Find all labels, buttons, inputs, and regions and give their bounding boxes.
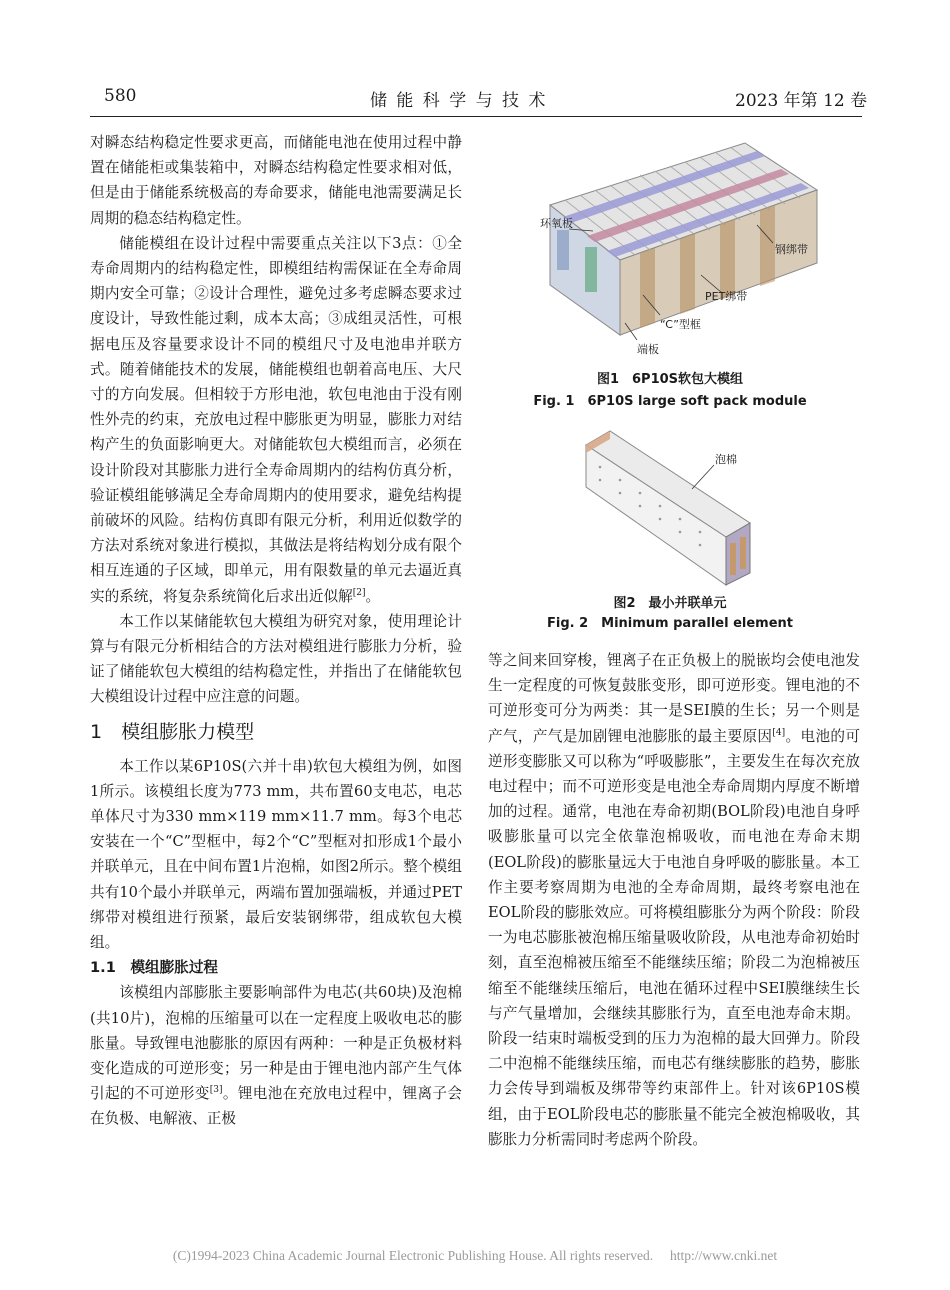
volume-info: 2023 年第 12 卷	[735, 91, 868, 111]
citation[interactable]: [3]	[209, 1085, 223, 1096]
figure-2-caption-cn: 图2 最小并联单元	[613, 596, 727, 611]
label-end-plate: 端板	[637, 343, 659, 356]
citation[interactable]: [2]	[352, 587, 366, 598]
paragraph	[90, 980, 462, 1131]
copyright-footer: (C)1994-2023 China Academic Journal Electronic Publishing House. All rights reserved. http://www.cnki.net	[172, 1248, 778, 1263]
paragraph-text: 该模组内部膨胀主要影响部件为电芯(共60块)及泡棉(共10片)，泡棉的压缩量可以在一定程度上吸收电芯的膨胀量。导致锂电池膨胀的原因有两种：一种是正负极材料变化造成的可逆形变；另一种是由于锂电池内部产生气体引起的不可逆形变	[90, 984, 462, 1103]
paragraph: 本工作以某储能软包大模组为研究对象，使用理论计算与有限元分析相结合的方法对模组进行膨胀力分析，验证了储能软包大模组的结构稳定性，并指出了在储能软包大模组设计过程中应注意的问题。	[90, 612, 462, 706]
figure-2-caption-en: Fig. 2 Minimum parallel element	[546, 616, 794, 631]
paragraph	[90, 231, 462, 609]
label-steel-strap: 钢绑带	[775, 243, 808, 256]
parallel-element-illustration	[580, 425, 780, 590]
figure-2	[580, 425, 780, 590]
journal-title: 储 能 科 学 与 技 术	[370, 91, 548, 111]
paragraph-text: 储能模组在设计过程中需要重点关注以下3点：①全寿命周期内的结构稳定性，即模组结构需保证在全寿命周期内安全可靠；②设计合理性，避免过多考虑瞬态要求过度设计，导致性能过剩，成本太高；③成组灵活性，可根据电压及容量要求设计不同的模组尺寸及电池串并联方式。随着储能技术的发展，储能模组也朝着高电压、大尺寸的方向发展。但相较于方形电池，软包电池由于没有刚性外壳的约束，充放电过程中膨胀更为明显，膨胀力对结构产生的负面影响更大。对储能软包大模组而言，必须在设计阶段对其膨胀力进行全寿命周期内的结构仿真分析，验证模组能够满足全寿命周期内的使用要求，避免结构提前破坏的风险。结构仿真即有限元分析，利用近似数学的方法对系统对象进行模拟，其做法是将结构划分成有限个相互连通的子区域，即单元，用有限数量的单元去逼近真实的系统，将复杂系统简化后求出近似解	[90, 234, 462, 605]
header-rule	[90, 116, 862, 117]
right-column	[488, 648, 860, 1152]
figure-1	[525, 135, 825, 365]
punct: 。	[365, 587, 381, 605]
subsection-heading: 1.1 模组膨胀过程	[90, 959, 219, 977]
label-epoxy-board: 环氧板	[540, 217, 573, 230]
module-illustration	[525, 135, 825, 365]
paragraph-text: 。锂电池在充放电过程中，锂离子会在负极、电解液、正极	[90, 1085, 462, 1128]
paragraph	[488, 648, 860, 1152]
paragraph: 对瞬态结构稳定性要求更高，而储能电池在使用过程中静置在储能柜或集装箱中，对瞬态结构稳定性要求相对低，但是由于储能系统极高的寿命要求，储能电池需要满足长周期的稳态结构稳定性。	[90, 134, 462, 227]
page-number: 580	[104, 86, 137, 106]
section-heading: 1 模组膨胀力模型	[90, 720, 255, 743]
citation[interactable]: [4]	[772, 727, 786, 738]
paragraph-text: 等之间来回穿梭，锂离子在正负极上的脱嵌均会使电池发生一定程度的可恢复鼓胀变形，即可逆形变。锂电池的不可逆形变可分为两类：其一是SEI膜的生长；另一个则是产气，产气是加剧锂电池膨胀的最主要原因	[488, 652, 860, 745]
paragraph: 本工作以某6P10S(六并十串)软包大模组为例，如图1所示。该模组长度为773 mm，共布置60支电芯，电芯单体尺寸为330 mm×119 mm×11.7 mm。每3个电芯安装在一个“C”型框中，每2个“C”型框对扣形成1个最小并联单元，且在中间布置1片泡棉，如图2所示。整个模组共有10个最小并联单元，两端布置加强端板，并通过PET绑带对模组进行预紧，最后安装钢绑带，组成软包大模组。	[90, 757, 462, 952]
label-foam: 泡棉	[715, 453, 737, 466]
paragraph-text: 。电池的可逆形变膨胀又可以称为“呼吸膨胀”，主要发生在每次充放电过程中；而不可逆形变是电池全寿命周期内厚度不断增加的过程。通常，电池在寿命初期(BOL阶段)电池自身呼吸膨胀量可以完全依靠泡棉吸收，而电池在寿命末期(EOL阶段)的膨胀量远大于电池自身呼吸的膨胀量。本工作主要考察周期为电池的全寿命周期，最终考察电池在EOL阶段的膨胀效应。可将模组膨胀分为两个阶段：阶段一为电芯膨胀被泡棉压缩量吸收阶段，从电池寿命初始时刻，直至泡棉被压缩至不能继续压缩；阶段二为泡棉被压缩至不能继续压缩后，电池在循环过程中SEI膜继续生长与产气量增加，会继续其膨胀行为，直至电池寿命末期。阶段一结束时端板受到的压力为泡棉的最大回弹力。阶段二中泡棉不能继续压缩，而电芯有继续膨胀的趋势，膨胀力会传导到端板及绑带等约束部件上。针对该6P10S模组，由于EOL阶段电芯的膨胀量不能完全被泡棉吸收，其膨胀力分析需同时考虑两个阶段。	[488, 727, 860, 1148]
label-pet-strap: PET绑带	[705, 290, 748, 303]
label-c-frame: “C”型框	[660, 318, 701, 331]
left-column	[90, 130, 462, 1132]
figure-1-caption-en: Fig. 1 6P10S large soft pack module	[533, 394, 807, 409]
figure-1-caption-cn: 图1 6P10S软包大模组	[596, 372, 744, 387]
